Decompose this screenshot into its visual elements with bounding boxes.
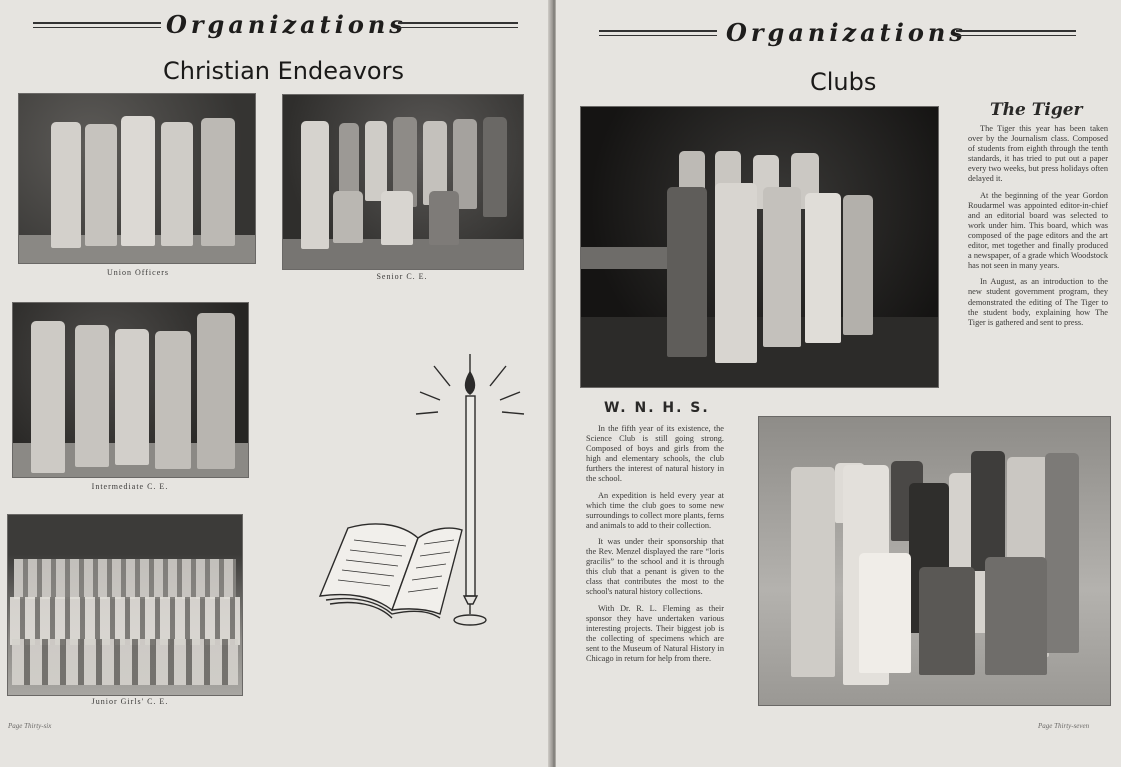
wnhs-paragraph: An expedition is held every year at which time the club goes to some new surroundings to collect more plants, ferns and animals to add to their collection.	[586, 490, 724, 530]
photo-intermediate-ce	[12, 302, 249, 478]
wnhs-paragraph: It was under their sponsorship that the Rev. Menzel displayed the rare “loris gracilis” to the school and it is through this club that a penant is given to the class that contributes the most to the school's natural history collections.	[586, 536, 724, 597]
right-page	[556, 0, 1121, 767]
header-rule-left	[599, 30, 717, 36]
wnhs-article	[586, 424, 724, 670]
photo-senior-ce	[282, 94, 524, 270]
right-page-number: Page Thirty-seven	[1038, 722, 1090, 730]
left-page	[0, 0, 553, 767]
header-rule-right	[398, 22, 518, 28]
header-rule-right	[956, 30, 1076, 36]
wnhs-heading: W. N. H. S.	[604, 400, 710, 416]
left-page-title: Christian Endeavors	[163, 57, 404, 85]
header-rule-left	[33, 22, 161, 28]
photo-junior-girls-ce	[7, 514, 243, 696]
photo-wnhs-club	[758, 416, 1111, 706]
tiger-article	[968, 124, 1108, 334]
tiger-paragraph: In August, as an introduction to the new student government program, they demonstrated the editing of The Tiger to the student body, explaining how The Tiger is gathered and sent to press.	[968, 277, 1108, 327]
right-page-title: Clubs	[810, 68, 877, 96]
tiger-paragraph: At the beginning of the year Gordon Roudarmel was appointed editor-in-chief and an editorial board was selected to work under him. This board, which was composed of the page editors and the art editor, met together and finally produced a newspaper, of a grade which Woodstock has not seen in many years.	[968, 190, 1108, 271]
caption-intermediate-ce: Intermediate C. E.	[91, 482, 169, 491]
tiger-paragraph: The Tiger this year has been taken over by the Journalism class. Composed of students from eighth through the tenth standards, it has tried to put out a paper every two weeks, but press holidays often delayed it.	[968, 124, 1108, 184]
wnhs-paragraph: In the fifth year of its existence, the Science Club is still going strong. Composed of boys and girls from the high and elementary schools, the club furthers the interest of natural history in the school.	[586, 424, 724, 484]
photo-union-officers	[18, 93, 256, 264]
left-page-number: Page Thirty-six	[8, 722, 52, 730]
caption-junior-girls-ce: Junior Girls' C. E.	[91, 697, 169, 706]
tiger-heading: The Tiger	[990, 100, 1083, 120]
caption-union-officers: Union Officers	[106, 268, 170, 277]
right-page-header: Organizations	[726, 18, 967, 47]
book-and-candle-illustration	[312, 352, 532, 637]
caption-senior-ce: Senior C. E.	[376, 272, 428, 281]
wnhs-paragraph: With Dr. R. L. Fleming as their sponsor they have undertaken various interesting projects. Their biggest job is the collecting of specimens which are sent to the Museum of Natural History in Chicago in return for help from there.	[586, 603, 724, 663]
photo-tiger-staff	[580, 106, 939, 388]
left-page-header: Organizations	[166, 10, 407, 39]
